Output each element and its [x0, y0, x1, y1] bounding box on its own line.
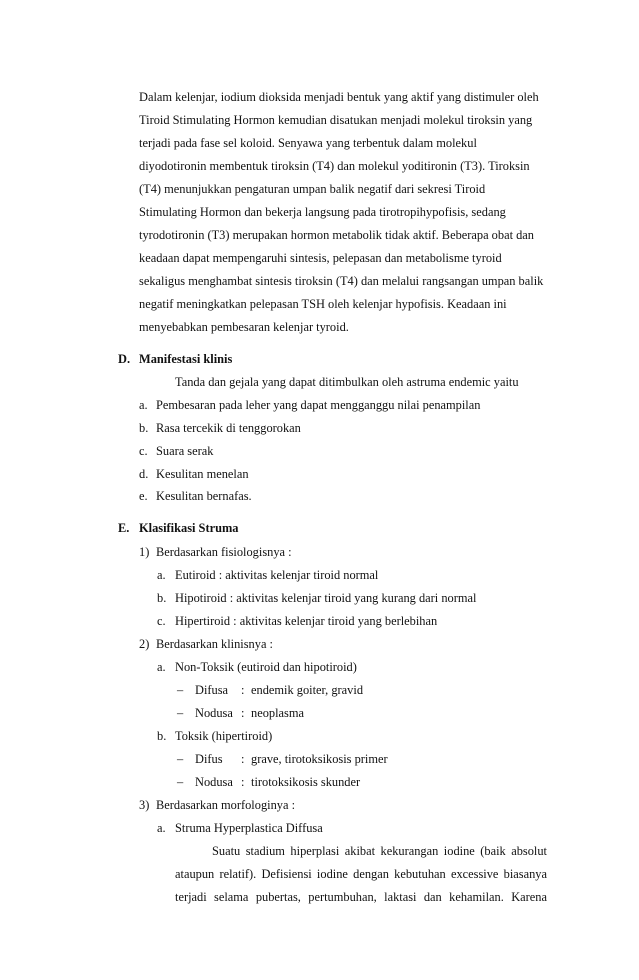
list-item: Suara serak	[156, 444, 214, 458]
intro-line: keadaan dapat mempengaruhi sintesis, pelepasan dan metabolisme tyroid	[139, 251, 502, 265]
term-colon: :	[241, 706, 245, 720]
paragraph-line: Suatu stadium hiperplasi akibat kekurangan iodine (baik absolut	[212, 844, 547, 858]
group-marker: 2)	[139, 637, 150, 651]
group-marker: 3)	[139, 798, 150, 812]
intro-line: diyodotironin membentuk tiroksin (T4) dan molekul yoditironin (T3). Tiroksin	[139, 159, 530, 173]
list-marker: b.	[139, 421, 149, 435]
intro-line: (T4) menunjukkan pengaturan umpan balik negatif dari sekresi Tiroid	[139, 182, 486, 196]
list-marker: d.	[139, 467, 149, 481]
intro-line: Tiroid Stimulating Hormon kemudian disatukan menjadi molekul tiroksin yang	[139, 113, 533, 127]
term-description: endemik goiter, gravid	[251, 683, 364, 697]
intro-line: Stimulating Hormon dan bekerja langsung pada tirotropihypofisis, sedang	[139, 205, 506, 219]
list-marker: a.	[139, 398, 148, 412]
term-colon: :	[241, 683, 245, 697]
list-item: Kesulitan menelan	[156, 467, 249, 481]
list-item: Hipertiroid : aktivitas kelenjar tiroid yang berlebihan	[175, 614, 438, 628]
dash-marker: –	[177, 683, 184, 697]
group-marker: 1)	[139, 545, 150, 559]
term: Nodusa	[195, 775, 233, 789]
list-item: Rasa tercekik di tenggorokan	[156, 421, 301, 435]
term-description: tirotoksikosis skunder	[251, 775, 361, 789]
section-e-letter: E.	[118, 521, 130, 535]
paragraph-line: terjadi selama pubertas, pertumbuhan, laktasi dan kehamilan. Karena	[175, 890, 547, 904]
term-colon: :	[241, 752, 245, 766]
list-marker: c.	[139, 444, 148, 458]
list-marker: b.	[157, 591, 167, 605]
list-marker: b.	[157, 729, 167, 743]
term-description: grave, tirotoksikosis primer	[251, 752, 388, 766]
section-d-lead: Tanda dan gejala yang dapat ditimbulkan oleh astruma endemic yaitu	[175, 375, 519, 389]
group-title: Berdasarkan morfologinya :	[156, 798, 296, 812]
list-item: Pembesaran pada leher yang dapat mengganggu nilai penampilan	[156, 398, 481, 412]
section-d-title: Manifestasi klinis	[139, 352, 233, 366]
section-e-title: Klasifikasi Struma	[139, 521, 239, 535]
group-title: Berdasarkan fisiologisnya :	[156, 545, 292, 559]
intro-line: tyrodotironin (T3) merupakan hormon metabolik tidak aktif. Beberapa obat dan	[139, 228, 535, 242]
paragraph-line: ataupun relatif). Defisiensi iodine dengan kebutuhan excessive biasanya	[175, 867, 547, 881]
list-item: Eutiroid : aktivitas kelenjar tiroid normal	[175, 568, 379, 582]
dash-marker: –	[177, 752, 184, 766]
list-marker: a.	[157, 568, 166, 582]
list-marker: a.	[157, 660, 166, 674]
subgroup-title: Toksik (hipertiroid)	[175, 729, 273, 743]
list-marker: a.	[157, 821, 166, 835]
list-item: Hipotiroid : aktivitas kelenjar tiroid yang kurang dari normal	[175, 591, 477, 605]
list-item: Kesulitan bernafas.	[156, 489, 252, 503]
term: Difus	[195, 752, 223, 766]
subgroup-title: Non-Toksik (eutiroid dan hipotiroid)	[175, 660, 357, 674]
subgroup-title: Struma Hyperplastica Diffusa	[175, 821, 323, 835]
list-marker: c.	[157, 614, 166, 628]
term-description: neoplasma	[251, 706, 304, 720]
intro-line: Dalam kelenjar, iodium dioksida menjadi bentuk yang aktif yang distimuler oleh	[139, 90, 539, 104]
section-d-letter: D.	[118, 352, 131, 366]
term-colon: :	[241, 775, 245, 789]
term: Nodusa	[195, 706, 233, 720]
intro-line: terjadi pada fase sel koloid. Senyawa yang terbentuk dalam molekul	[139, 136, 477, 150]
group-title: Berdasarkan klinisnya :	[156, 637, 273, 651]
term: Difusa	[195, 683, 229, 697]
list-marker: e.	[139, 489, 148, 503]
intro-line: negatif meningkatkan pelepasan TSH oleh kelenjar hypofisis. Keadaan ini	[139, 297, 507, 311]
intro-line: sekaligus menghambat sintesis tiroksin (T4) dan melalui rangsangan umpan balik	[139, 274, 544, 288]
dash-marker: –	[177, 775, 184, 789]
intro-line: menyebabkan pembesaran kelenjar tyroid.	[139, 320, 349, 334]
dash-marker: –	[177, 706, 184, 720]
